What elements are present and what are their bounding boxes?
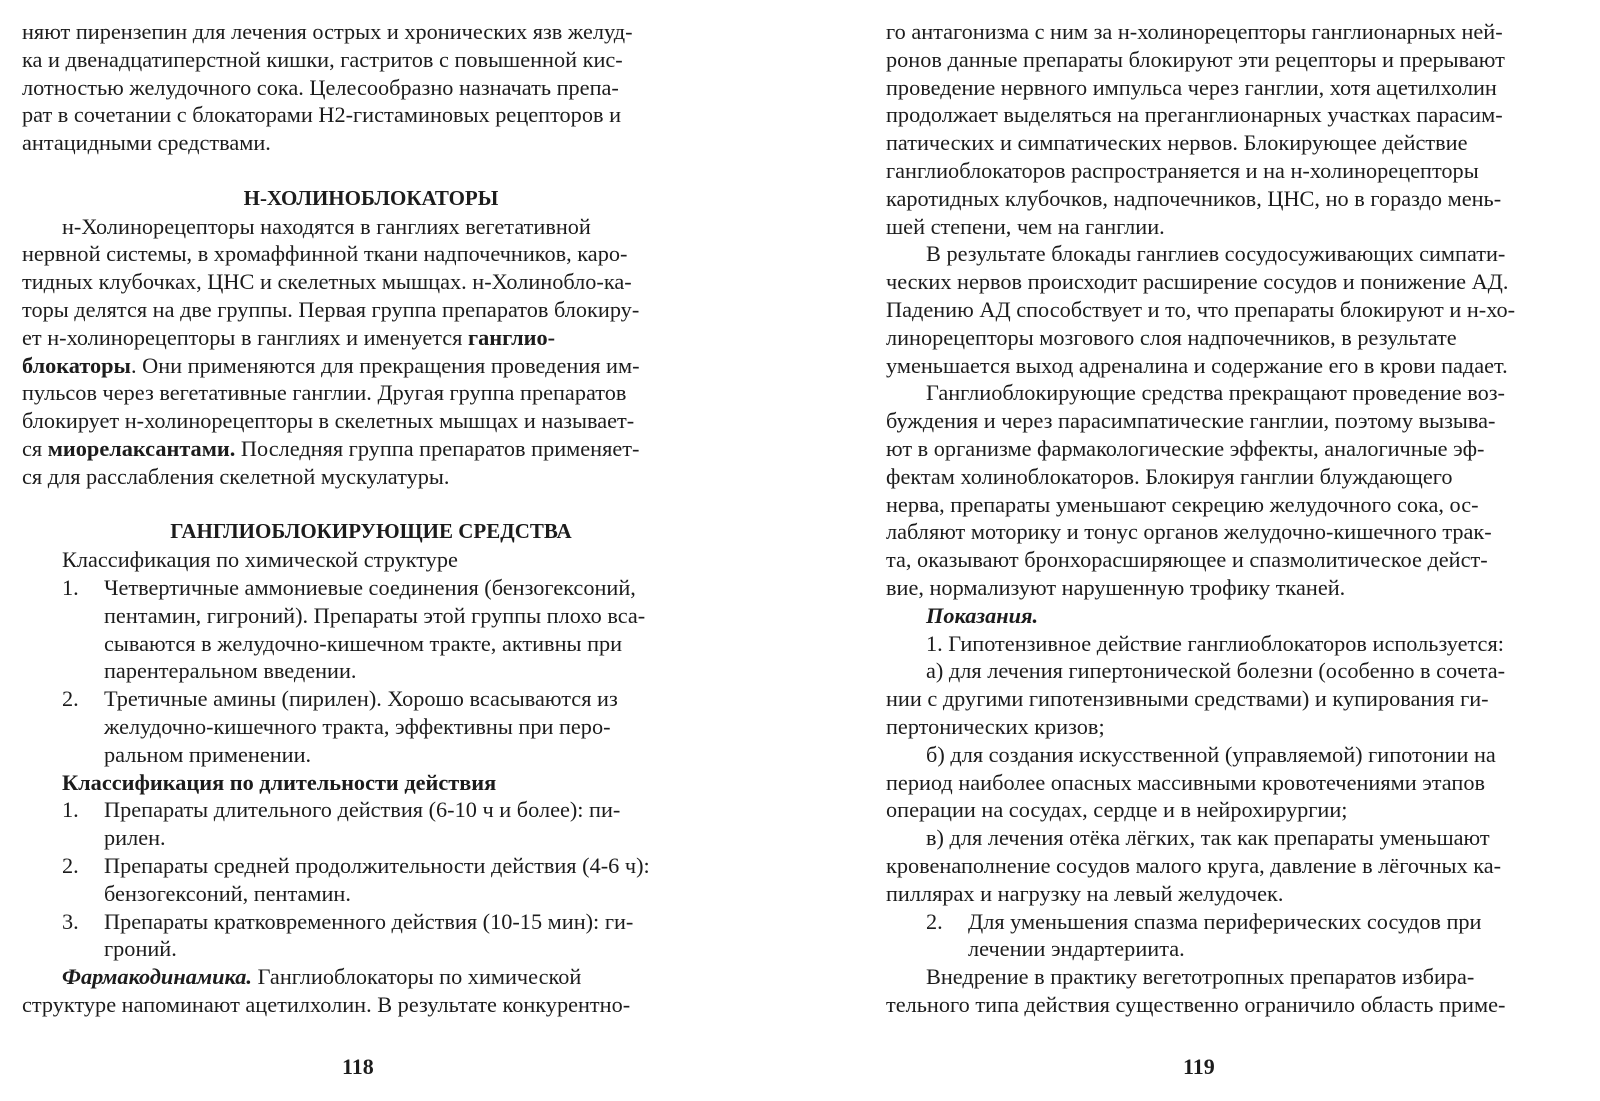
- section-heading: Н-ХОЛИНОБЛОКАТОРЫ: [243, 185, 499, 210]
- text-line: н-Холинорецепторы находятся в ганглиях вегетативной: [62, 213, 591, 239]
- list-item-first-line: [22, 852, 720, 880]
- page-number-right: 119: [1183, 1054, 1215, 1079]
- text-line: ральном применении.: [104, 741, 312, 767]
- text-span: Последняя группа препаратов применяет-: [235, 435, 640, 461]
- text-line: а) для лечения гипертонической болезни (особенно в сочета-: [926, 658, 1506, 684]
- indication-subitem-c: [886, 824, 1580, 907]
- text-line: Внедрение в практику вегетотропных препаратов избира-: [926, 964, 1475, 990]
- text-line: няют пирензепин для лечения острых и хронических язв желуд-: [22, 19, 633, 44]
- text-line: пентамин, гигроний). Препараты этой группы плохо вса-: [104, 602, 646, 628]
- text-line: проведение нервного импульса через ганглии, хотя ацетилхолин: [886, 74, 1497, 100]
- text-span: Третичные амины (пирилен). Хорошо всасываются из: [104, 686, 618, 712]
- indications-label: Показания.: [926, 602, 1039, 628]
- text-line: продолжает выделяться на преганглионарных участках парасим-: [886, 102, 1503, 128]
- list-number: 2.: [62, 852, 79, 878]
- text-line: нерва, препараты уменьшают секрецию желудочного сока, ос-: [886, 491, 1479, 517]
- list-item-first-line: [22, 685, 720, 713]
- text-span: Четвертичные аммониевые соединения (бензогексоний,: [104, 574, 636, 600]
- text-line: патических и симпатических нервов. Блокирующее действие: [886, 130, 1468, 156]
- text-line: в) для лечения отёка лёгких, так как препараты уменьшают: [926, 825, 1490, 851]
- text-span: Ганглиоблокаторы по химической: [252, 964, 582, 990]
- text-line: [22, 324, 720, 352]
- text-line: ческих нервов происходит расширение сосудов и понижение АД.: [886, 269, 1509, 295]
- text-line: буждения и через парасимпатические ганглии, поэтому вызыва-: [886, 408, 1496, 434]
- text-line: операции на сосудах, сердце и в нейрохирургии;: [886, 797, 1348, 823]
- indication-subitem-b: [886, 741, 1580, 824]
- text-span: . Они применяются для прекращения проведения им-: [130, 352, 640, 378]
- text-span: Препараты кратковременного действия (10-15 мин): ги-: [104, 908, 634, 934]
- term-myorelaxants: миорелаксантами.: [47, 435, 236, 461]
- list-number: 1.: [62, 574, 79, 600]
- text-line: нии с другими гипотензивными средствами) и купирования ги-: [886, 686, 1489, 712]
- text-line: антацидными средствами.: [22, 130, 271, 156]
- text-line: шей степени, чем на ганглии.: [886, 213, 1165, 239]
- text-line: го антагонизма с ним за н-холинорецепторы ганглионарных ней-: [886, 19, 1503, 44]
- classification-list-chemical: [22, 574, 720, 769]
- page-number-left: 118: [342, 1054, 374, 1079]
- text-span: Препараты длительного действия (6-10 ч и более): пи-: [104, 797, 621, 823]
- list-item-first-line: [22, 796, 720, 824]
- text-line: каротидных клубочков, надпочечников, ЦНС, но в гораздо мень-: [886, 185, 1502, 211]
- paragraph-effects: [886, 379, 1580, 601]
- text-line: торы делятся на две группы. Первая группа препаратов блокиру-: [22, 296, 640, 322]
- text-line: тидных клубочках, ЦНС и скелетных мышцах. н-Холинобло-ка-: [22, 269, 632, 295]
- text-line: структуре напоминают ацетилхолин. В результате конкурентно-: [22, 991, 631, 1017]
- indication-item-2: [886, 908, 1580, 964]
- text-line: период наиболее опасных массивными кровотечениями этапов: [886, 769, 1486, 795]
- text-line: блокирует н-холинорецепторы в скелетных мышцах и называет-: [22, 408, 635, 434]
- indication-subitem-a: [886, 657, 1580, 740]
- section-heading: ГАНГЛИОБЛОКИРУЮЩИЕ СРЕДСТВА: [170, 519, 572, 544]
- text-line: пертонических кризов;: [886, 713, 1105, 739]
- classification-list-duration: [22, 796, 720, 963]
- classification-title: Классификация по химической структуре: [62, 547, 458, 573]
- list-item-first-line: [22, 908, 720, 936]
- right-page: [886, 18, 1580, 1019]
- text-line: уменьшается выход адреналина и содержание его в крови падает.: [886, 352, 1508, 378]
- text-line: ронов данные препараты блокируют эти рецепторы и прерывают: [886, 46, 1505, 72]
- text-line: та, оказывают бронхорасширяющее и спазмолитическое дейст-: [886, 547, 1488, 573]
- text-line: лабляют моторику и тонус органов желудочно-кишечного трак-: [886, 519, 1492, 545]
- text-line: ся для расслабления скелетной мускулатуры.: [22, 463, 450, 489]
- section-paragraph: [22, 213, 720, 491]
- list-number: 2.: [926, 908, 943, 934]
- text-line: пульсов через вегетативные ганглии. Другая группа препаратов: [22, 380, 627, 406]
- text-span: Для уменьшения спазма периферических сосудов при: [968, 908, 1482, 934]
- text-line: кровенаполнение сосудов малого круга, давление в лёгочных ка-: [886, 852, 1502, 878]
- list-number: 2.: [62, 686, 79, 712]
- text-line: бензогексоний, пентамин.: [104, 880, 351, 906]
- pharmacodynamics-label: Фармакодинамика.: [62, 964, 253, 990]
- paragraph-antagonism: [886, 18, 1580, 240]
- text-line: желудочно-кишечного тракта, эффективны при перо-: [104, 713, 611, 739]
- text-line: [22, 352, 720, 380]
- term-ganglioblockers: ганглио-: [467, 324, 556, 350]
- text-line: Падению АД способствует и то, что препараты блокируют и н-хо-: [886, 296, 1516, 322]
- text-line: [22, 963, 720, 991]
- text-line: пиллярах и нагрузку на левый желудочек.: [886, 880, 1284, 906]
- text-line: лотностью желудочного сока. Целесообразно назначать препа-: [22, 74, 619, 100]
- text-line: гроний.: [104, 936, 177, 962]
- text-line: рат в сочетании с блокаторами Н2-гистаминовых рецепторов и: [22, 102, 622, 128]
- list-number: 3.: [62, 908, 79, 934]
- intro-paragraph: [22, 18, 720, 157]
- list-item-first-line: [886, 908, 1580, 936]
- text-line: ка и двенадцатиперстной кишки, гастритов с повышенной кис-: [22, 46, 623, 72]
- paragraph-blockade: [886, 240, 1580, 379]
- text-span: ет н-холинорецепторы в ганглиях и именуется: [22, 324, 468, 350]
- text-line: В результате блокады ганглиев сосудосуживающих симпати-: [926, 241, 1506, 267]
- text-span: Препараты средней продолжительности действия (4-6 ч):: [104, 852, 650, 878]
- paragraph-introduction: [886, 963, 1580, 1019]
- text-line: [22, 435, 720, 463]
- text-line: линорецепторы мозгового слоя надпочечников, в результате: [886, 324, 1457, 350]
- text-line: лечении эндартериита.: [968, 936, 1185, 962]
- text-line: фектам холиноблокаторов. Блокируя ганглии блуждающего: [886, 463, 1453, 489]
- text-line: тельного типа действия существенно ограничило область приме-: [886, 991, 1506, 1017]
- text-line: ют в организме фармакологические эффекты, аналогичные эф-: [886, 435, 1485, 461]
- text-line: рилен.: [104, 825, 166, 851]
- text-line: сываются в желудочно-кишечном тракте, активны при: [104, 630, 623, 656]
- text-line: Ганглиоблокирующие средства прекращают проведение воз-: [926, 380, 1505, 406]
- term-ganglioblockers-end: блокаторы: [22, 352, 131, 378]
- list-number: 1.: [62, 797, 79, 823]
- indication-item: 1. Гипотензивное действие ганглиоблокаторов используется:: [926, 630, 1504, 656]
- text-line: б) для создания искусственной (управляемой) гипотонии на: [926, 741, 1496, 767]
- text-line: нервной системы, в хромаффинной ткани надпочечников, каро-: [22, 241, 628, 267]
- text-span: ся: [22, 435, 48, 461]
- left-page: [22, 18, 720, 1019]
- classification-title: Классификация по длительности действия: [62, 769, 497, 795]
- text-line: парентеральном введении.: [104, 658, 357, 684]
- list-item-first-line: [22, 574, 720, 602]
- text-line: вие, нормализуют нарушенную трофику тканей.: [886, 574, 1346, 600]
- text-line: ганглиоблокаторов распространяется и на н-холинорецепторы: [886, 157, 1479, 183]
